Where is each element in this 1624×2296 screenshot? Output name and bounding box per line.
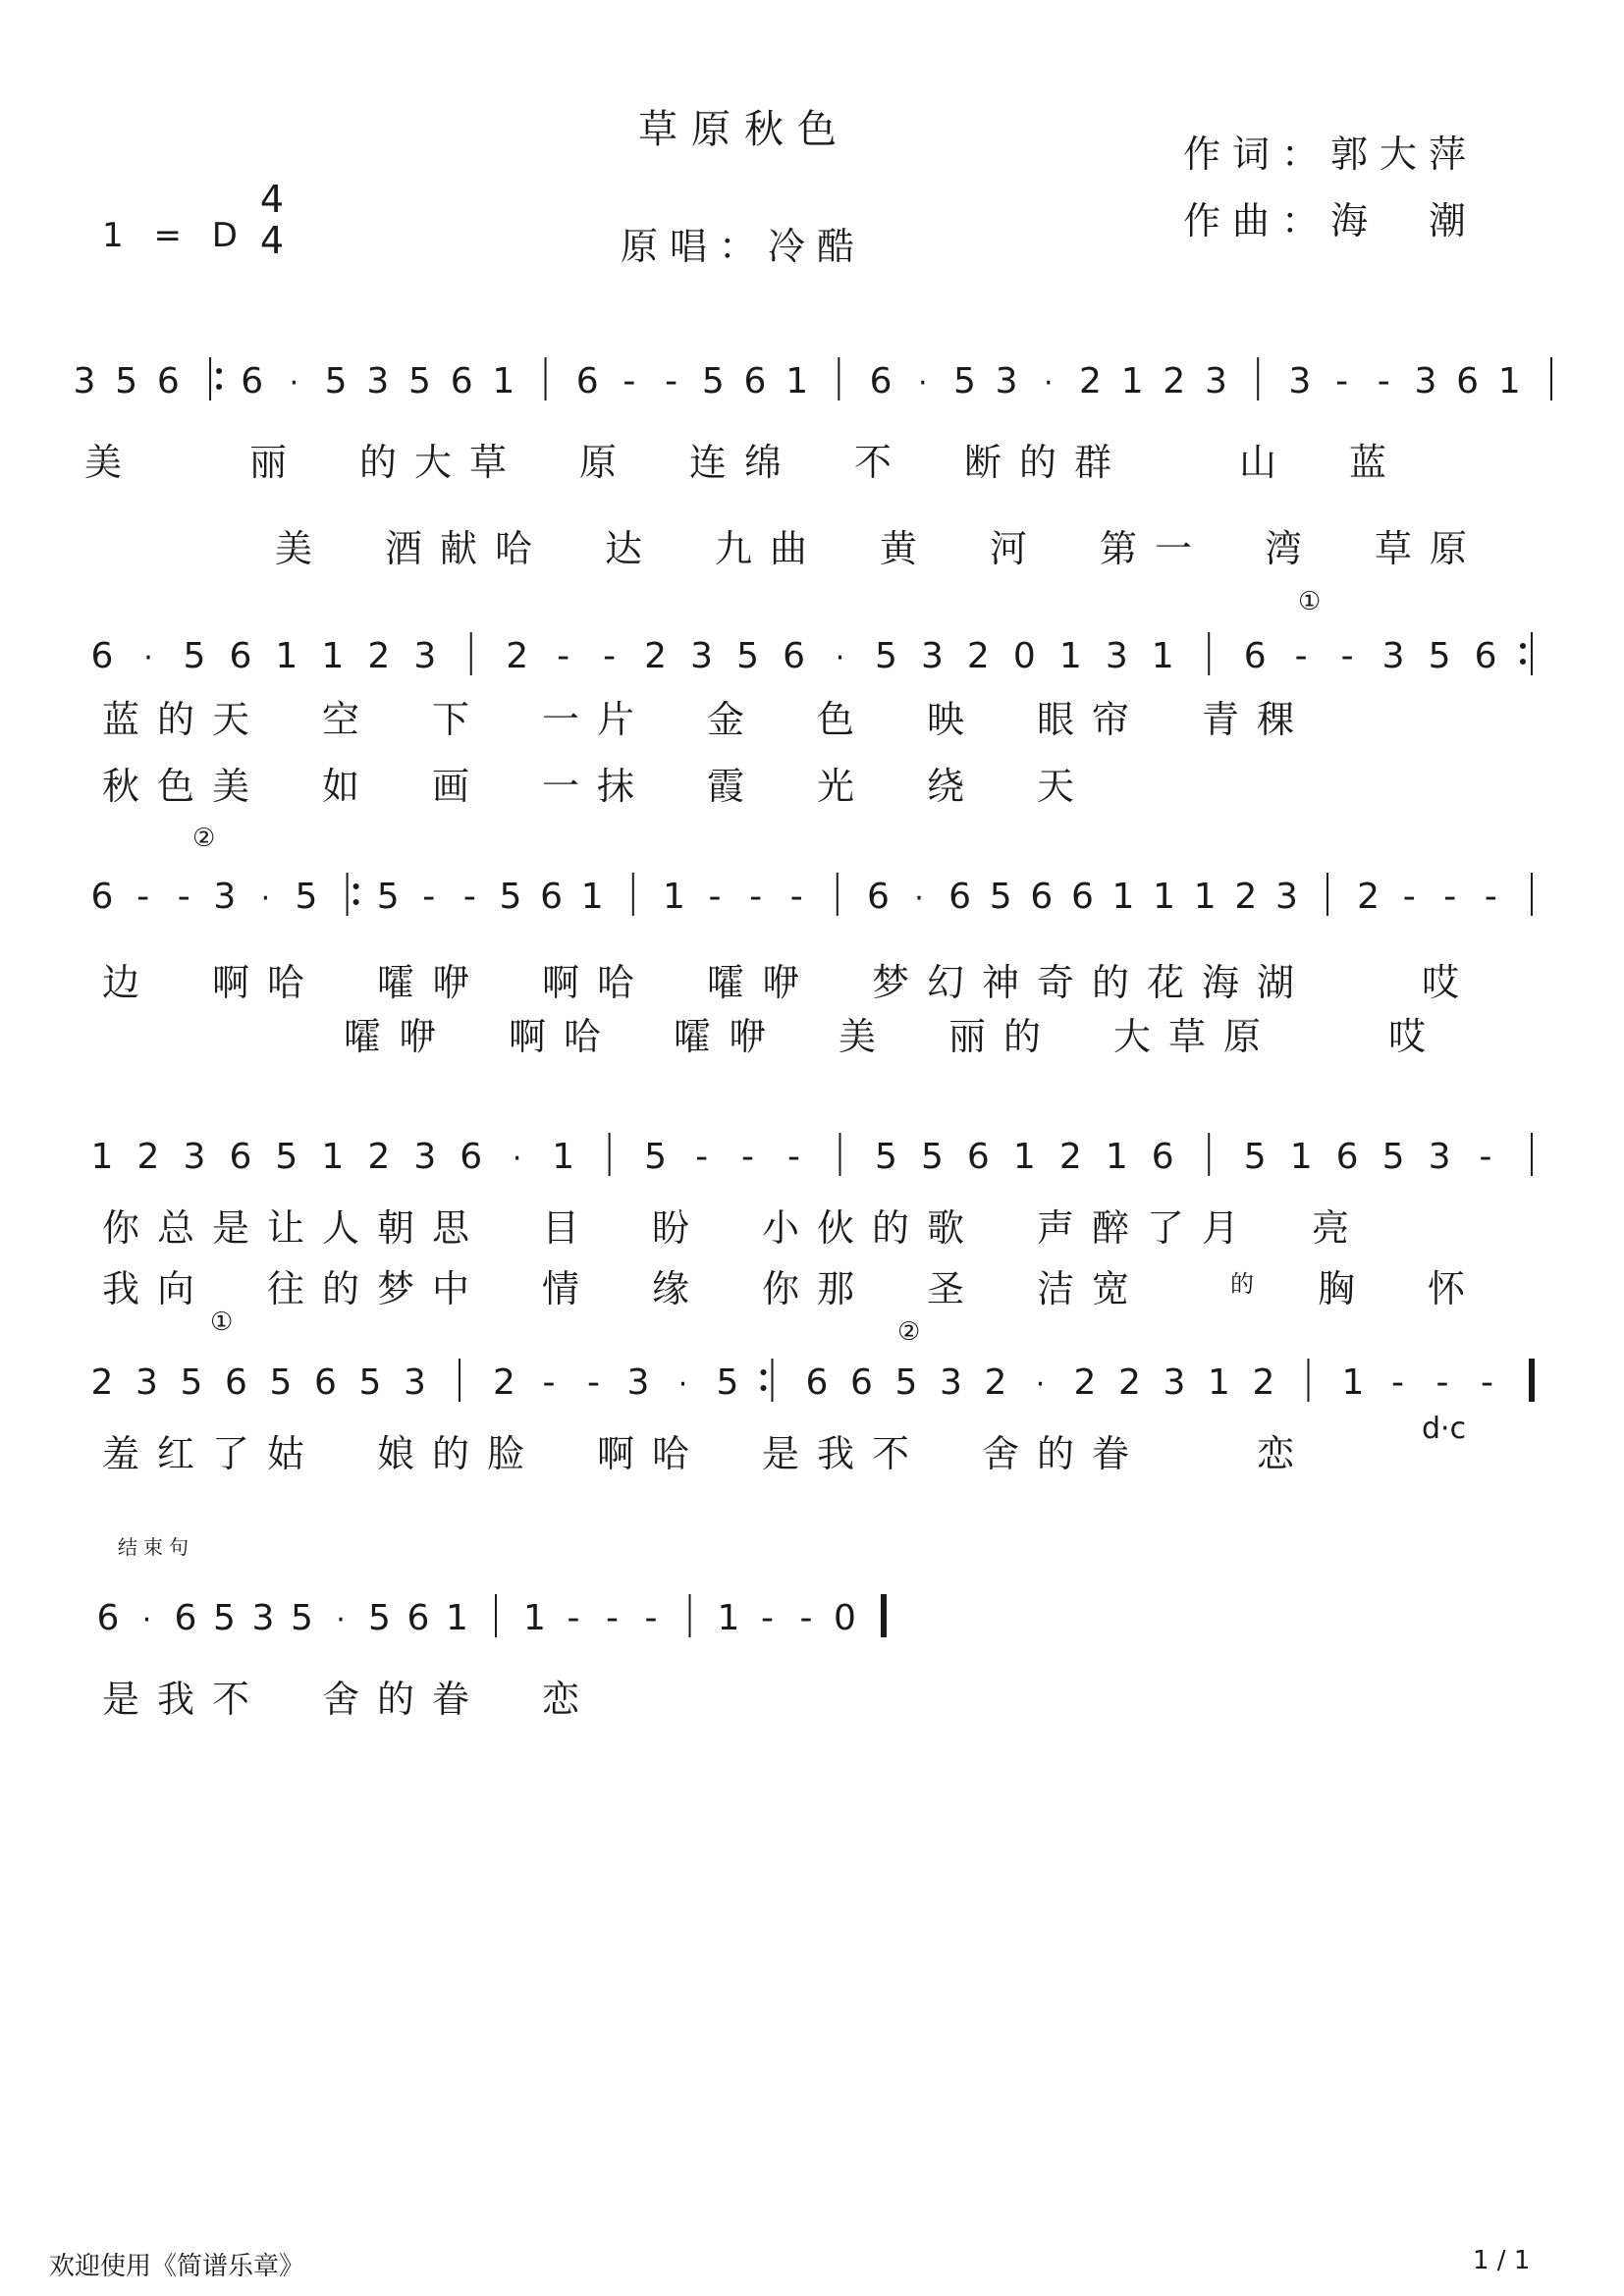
note-dash: -: [542, 1362, 556, 1403]
singer-credit: 原唱：冷酷: [621, 225, 867, 268]
note-dash: -: [799, 1598, 813, 1638]
augmentation-dot: ·: [914, 881, 924, 916]
note-dash: -: [587, 1362, 600, 1403]
note: 5: [1428, 636, 1451, 676]
lyric-line-3b: 嚯咿 啊哈 嚯咿 美 丽的 大草原 哎: [344, 1015, 1444, 1058]
lyric-line-3a: 边 啊哈 嚯咿 啊哈 嚯咿 梦幻神奇的花海湖 哎: [102, 961, 1478, 1004]
note: 2: [984, 1362, 1007, 1403]
note: 1: [523, 1598, 546, 1638]
score-row-2: [0, 587, 1624, 808]
note: 6: [225, 1362, 247, 1403]
note: 5: [180, 1362, 203, 1403]
note: 1: [1151, 636, 1174, 676]
note: 5: [115, 361, 138, 401]
note-dash: -: [708, 877, 722, 917]
note: 3: [413, 636, 437, 676]
note: 6: [229, 636, 252, 676]
note-dash: -: [567, 1598, 580, 1638]
page-number: 1 / 1: [1473, 2246, 1531, 2275]
note: 5: [736, 636, 760, 676]
note: 5: [358, 1362, 382, 1403]
augmentation-dot: ·: [141, 1603, 152, 1637]
note-dash: -: [695, 1137, 709, 1177]
note: 1: [1012, 1137, 1036, 1177]
note: 1: [321, 636, 345, 676]
note: 5: [894, 1362, 918, 1403]
note-dash: -: [1484, 877, 1497, 917]
note: 5: [874, 636, 897, 676]
note: 3: [1428, 1137, 1451, 1177]
note: 6: [1030, 877, 1054, 917]
augmentation-dot: ·: [677, 1367, 688, 1402]
note: 6: [174, 1598, 197, 1638]
note: 2: [367, 1137, 391, 1177]
note: 1: [552, 1137, 575, 1177]
note: 6: [966, 1137, 990, 1177]
note: 6: [96, 1598, 120, 1638]
note: 1: [492, 361, 515, 401]
note: 3: [1381, 636, 1405, 676]
notation-line-3: [0, 839, 1624, 947]
lyricist-credit: 作词：郭大萍: [1183, 133, 1479, 176]
note: 5: [989, 877, 1012, 917]
note-dash: -: [136, 877, 150, 917]
note-dash: -: [1391, 1362, 1404, 1403]
note: 3: [251, 1598, 275, 1638]
note-dash: -: [623, 361, 636, 401]
time-signature: [257, 179, 287, 261]
note: 5: [920, 1137, 944, 1177]
note: 6: [406, 1598, 430, 1638]
note: 1: [662, 877, 685, 917]
note: 1: [1120, 361, 1144, 401]
note: 0: [1012, 636, 1036, 676]
note: 2: [644, 636, 668, 676]
note: 6: [1474, 636, 1497, 676]
note: 6: [540, 877, 564, 917]
note: 2: [1073, 1362, 1097, 1403]
note-dash: -: [1481, 1362, 1493, 1403]
song-title: 草原秋色: [638, 107, 850, 152]
repeat-dot: [216, 368, 222, 374]
score-row-1: [0, 324, 1624, 570]
note: 6: [90, 636, 114, 676]
note: 5: [1243, 1137, 1267, 1177]
note: 6: [314, 1362, 337, 1403]
note: 2: [506, 636, 529, 676]
repeat-dot: [761, 1369, 767, 1375]
volta-1b-marker: ①: [210, 1308, 234, 1337]
note: 6: [805, 1362, 829, 1403]
note: 6: [1070, 877, 1094, 917]
note: 1: [90, 1137, 114, 1177]
note: 5: [874, 1137, 897, 1177]
note: 6: [869, 361, 893, 401]
note: 2: [1252, 1362, 1275, 1403]
notation-line-4: [0, 1099, 1624, 1207]
note: 2: [1357, 877, 1380, 917]
note: 1: [1341, 1362, 1365, 1403]
note: 3: [1288, 361, 1312, 401]
composer-credit: 作曲：海 潮: [1183, 199, 1479, 242]
note: 0: [834, 1598, 856, 1638]
note: 3: [1274, 877, 1298, 917]
augmentation-dot: ·: [1043, 366, 1054, 400]
note: 1: [1289, 1137, 1313, 1177]
augmentation-dot: ·: [1035, 1367, 1046, 1402]
note: 2: [1058, 1137, 1082, 1177]
note-dash: -: [644, 1598, 658, 1638]
note-dash: -: [1340, 636, 1354, 676]
note: 1: [1105, 1137, 1128, 1177]
volta-2-marker: ②: [192, 824, 216, 853]
note: 1: [1208, 1362, 1230, 1403]
note-dash: -: [761, 1598, 774, 1638]
score-row-6: [0, 1531, 1624, 1728]
note-dash: -: [557, 636, 570, 676]
note-dash: -: [1335, 361, 1349, 401]
note: 1: [1193, 877, 1217, 917]
time-signature-top: 4: [259, 178, 285, 221]
note: 6: [1243, 636, 1267, 676]
note-dash: -: [1294, 636, 1308, 676]
note: 1: [321, 1137, 345, 1177]
repeat-dot: [353, 883, 359, 889]
lyric-line-5a: 羞红了姑 娘的脸 啊哈 是我不 舍的眷 恋: [102, 1432, 1313, 1475]
note: 5: [275, 1137, 298, 1177]
note: 1: [1497, 361, 1521, 401]
note-dash: -: [749, 877, 763, 917]
augmentation-dot: ·: [289, 366, 299, 400]
repeat-dot: [353, 899, 359, 905]
note: 3: [135, 1362, 158, 1403]
notation-line-1: [0, 324, 1624, 432]
note-dash: -: [789, 877, 803, 917]
note: 2: [367, 636, 391, 676]
note: 5: [295, 877, 318, 917]
note: 6: [1456, 361, 1480, 401]
note: 3: [183, 1137, 206, 1177]
note: 5: [183, 636, 206, 676]
note: 5: [701, 361, 725, 401]
note: 3: [404, 1362, 426, 1403]
note: 3: [366, 361, 390, 401]
note-dash: -: [1377, 361, 1390, 401]
note: 1: [717, 1598, 740, 1638]
augmentation-dot: ·: [917, 366, 928, 400]
note: 1: [446, 1598, 468, 1638]
note: 2: [1118, 1362, 1141, 1403]
note: 5: [376, 877, 400, 917]
note: 3: [1414, 361, 1437, 401]
note: 2: [136, 1137, 160, 1177]
da-capo-mark: d·c: [1422, 1412, 1467, 1446]
volta-1-marker: ①: [1298, 587, 1322, 616]
note: 3: [690, 636, 714, 676]
note-dash: -: [787, 1137, 801, 1177]
note: 3: [213, 877, 237, 917]
note: 5: [716, 1362, 739, 1403]
repeat-dot: [1520, 643, 1526, 649]
note: 6: [783, 636, 805, 676]
note: 6: [90, 877, 114, 917]
score-row-5: [0, 1308, 1624, 1522]
note: 6: [1151, 1137, 1174, 1177]
note: 1: [1153, 877, 1176, 917]
note: 2: [90, 1362, 114, 1403]
note: 3: [73, 361, 96, 401]
note: 1: [1111, 877, 1135, 917]
repeat-dot: [1520, 659, 1526, 665]
note: 6: [743, 361, 767, 401]
note: 5: [1381, 1137, 1405, 1177]
note: 3: [1205, 361, 1227, 401]
note: 6: [156, 361, 180, 401]
note: 3: [626, 1362, 650, 1403]
note: 3: [995, 361, 1018, 401]
note: 1: [785, 361, 809, 401]
note: 2: [1079, 361, 1102, 401]
lyric-line-6a: 是我不 舍的眷 恋: [102, 1678, 598, 1721]
note-dash: -: [665, 361, 678, 401]
note: 5: [213, 1598, 236, 1638]
lyric-line-4c: 胸 怀: [1318, 1267, 1484, 1310]
note: 5: [368, 1598, 391, 1638]
note: 5: [269, 1362, 293, 1403]
key-signature: 1 = D: [102, 216, 247, 255]
lyric-line-2b: 秋色美 如 画 一抹 霞 光 绕 天: [102, 765, 1093, 808]
note-dash: -: [462, 877, 476, 917]
note: 3: [1105, 636, 1128, 676]
score-row-3: [0, 824, 1624, 1058]
note-dash: -: [606, 1598, 619, 1638]
note: 6: [241, 361, 264, 401]
note: 1: [580, 877, 604, 917]
note: 5: [644, 1137, 668, 1177]
lyric-superscript: 的: [1230, 1270, 1254, 1298]
augmentation-dot: ·: [336, 1603, 346, 1637]
lyric-line-4a: 你总是让人朝思 目 盼 小伙的歌 声醉了月 亮: [102, 1206, 1368, 1250]
ending-label: 结束句: [118, 1535, 194, 1559]
note: 5: [499, 877, 522, 917]
note: 2: [1234, 877, 1258, 917]
note: 3: [1163, 1362, 1186, 1403]
note: 5: [291, 1598, 313, 1638]
note-dash: -: [603, 636, 617, 676]
note: 2: [493, 1362, 515, 1403]
note: 6: [948, 877, 972, 917]
note: 3: [940, 1362, 962, 1403]
augmentation-dot: ·: [835, 641, 845, 675]
note-dash: -: [1443, 877, 1457, 917]
note: 6: [450, 361, 473, 401]
lyric-line-4b: 我向 往的梦中 情 缘 你那 圣 洁宽: [102, 1267, 1148, 1310]
note-dash: -: [177, 877, 190, 917]
notation-line-6: [0, 1561, 1624, 1669]
note: 3: [920, 636, 944, 676]
score-row-4: [0, 1099, 1624, 1310]
lyric-line-2a: 蓝的天 空 下 一片 金 色 映 眼帘 青稞: [102, 698, 1313, 741]
note: 5: [952, 361, 976, 401]
note-dash: -: [1479, 1137, 1492, 1177]
lyric-line-1b: 美 酒献哈 达 九曲 黄 河 第一 湾 草原: [275, 527, 1486, 570]
note-dash: -: [422, 877, 436, 917]
note: 6: [460, 1137, 483, 1177]
note: 6: [866, 877, 890, 917]
note: 3: [413, 1137, 437, 1177]
note: 2: [1163, 361, 1186, 401]
repeat-dot: [216, 384, 222, 390]
note: 6: [850, 1362, 873, 1403]
augmentation-dot: ·: [260, 881, 271, 916]
note: 2: [966, 636, 990, 676]
lyric-line-1a: 美 丽 的大草 原 连绵 不 断的群 山 蓝: [84, 441, 1405, 484]
note: 6: [1335, 1137, 1359, 1177]
notation-line-5: [0, 1325, 1624, 1433]
note-dash: -: [741, 1137, 755, 1177]
augmentation-dot: ·: [143, 641, 153, 675]
repeat-dot: [761, 1385, 767, 1391]
volta-2b-marker: ②: [897, 1317, 921, 1347]
note: 5: [324, 361, 348, 401]
note-dash: -: [1435, 1362, 1449, 1403]
note-dash: -: [1402, 877, 1416, 917]
augmentation-dot: ·: [512, 1142, 522, 1176]
footer-credit: 欢迎使用《简谱乐章》: [49, 2252, 305, 2281]
note: 1: [275, 636, 298, 676]
time-signature-bottom: 4: [259, 219, 285, 262]
note: 6: [229, 1137, 252, 1177]
note: 5: [408, 361, 431, 401]
note: 1: [1058, 636, 1082, 676]
note: 6: [575, 361, 599, 401]
